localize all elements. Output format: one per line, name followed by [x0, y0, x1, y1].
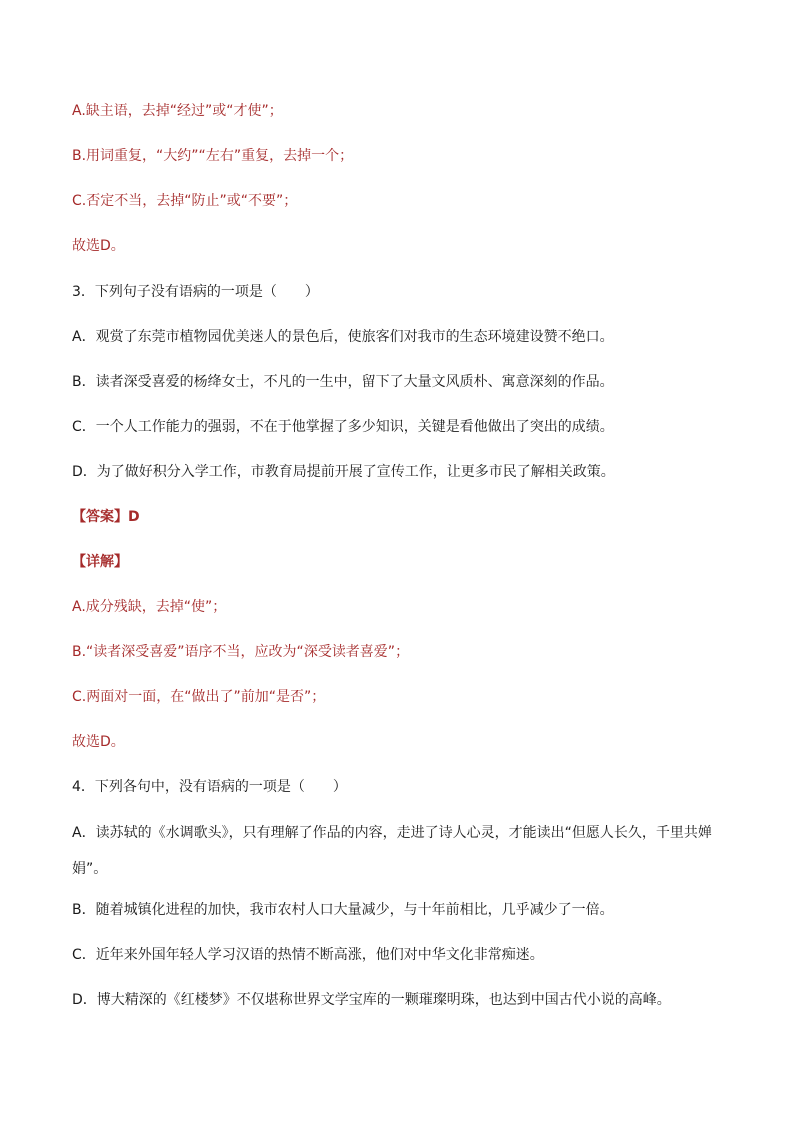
q3-option-d: D．为了做好积分入学工作，市教育局提前开展了宣传工作，让更多市民了解相关政策。 [72, 464, 615, 480]
q4-option-b: B．随着城镇化进程的加快，我市农村人口大量减少，与十年前相比，几乎减少了一倍。 [72, 902, 614, 918]
q3-solution-a: A.成分残缺，去掉“使”； [72, 599, 227, 615]
q2-solution-a: A.缺主语，去掉“经过”或“才使”； [72, 103, 283, 119]
q3-option-a: A．观赏了东莞市植物园优美迷人的景色后，使旅客们对我市的生态环境建设赞不绝口。 [72, 329, 614, 345]
q3-solution-b: B.“读者深受喜爱”语序不当，应改为“深受读者喜爱”； [72, 644, 410, 660]
q3-solution-c: C.两面对一面，在“做出了”前加“是否”； [72, 689, 326, 705]
q2-solution-c: C.否定不当，去掉“防止”或“不要”； [72, 193, 298, 209]
q4-stem: 4．下列各句中，没有语病的一项是（ ） [72, 779, 347, 795]
q4-option-c: C．近年来外国年轻人学习汉语的热情不断高涨，他们对中华文化非常痴迷。 [72, 947, 544, 963]
q2-solution-b: B.用词重复，“大约”“左右”重复，去掉一个； [72, 148, 354, 164]
q3-detail-label: 【详解】 [72, 554, 128, 570]
q4-option-d: D．博大精深的《红楼梦》不仅堪称世界文学宝库的一颗璀璨明珠，也达到中国古代小说的高峰。 [72, 992, 671, 1008]
q3-conclusion: 故选D。 [72, 734, 125, 750]
q2-conclusion: 故选D。 [72, 238, 125, 254]
q3-stem: 3．下列句子没有语病的一项是（ ） [72, 284, 319, 300]
q4-option-a: A．读苏轼的《水调歌头》，只有理解了作品的内容，走进了诗人心灵，才能读出“但愿人长久，千里共婵娟”。 [72, 825, 712, 877]
q3-answer: 【答案】D [72, 509, 140, 525]
q3-option-c: C．一个人工作能力的强弱，不在于他掌握了多少知识，关键是看他做出了突出的成绩。 [72, 419, 614, 435]
q3-option-b: B．读者深受喜爱的杨绛女士，不凡的一生中，留下了大量文风质朴、寓意深刻的作品。 [72, 374, 614, 390]
